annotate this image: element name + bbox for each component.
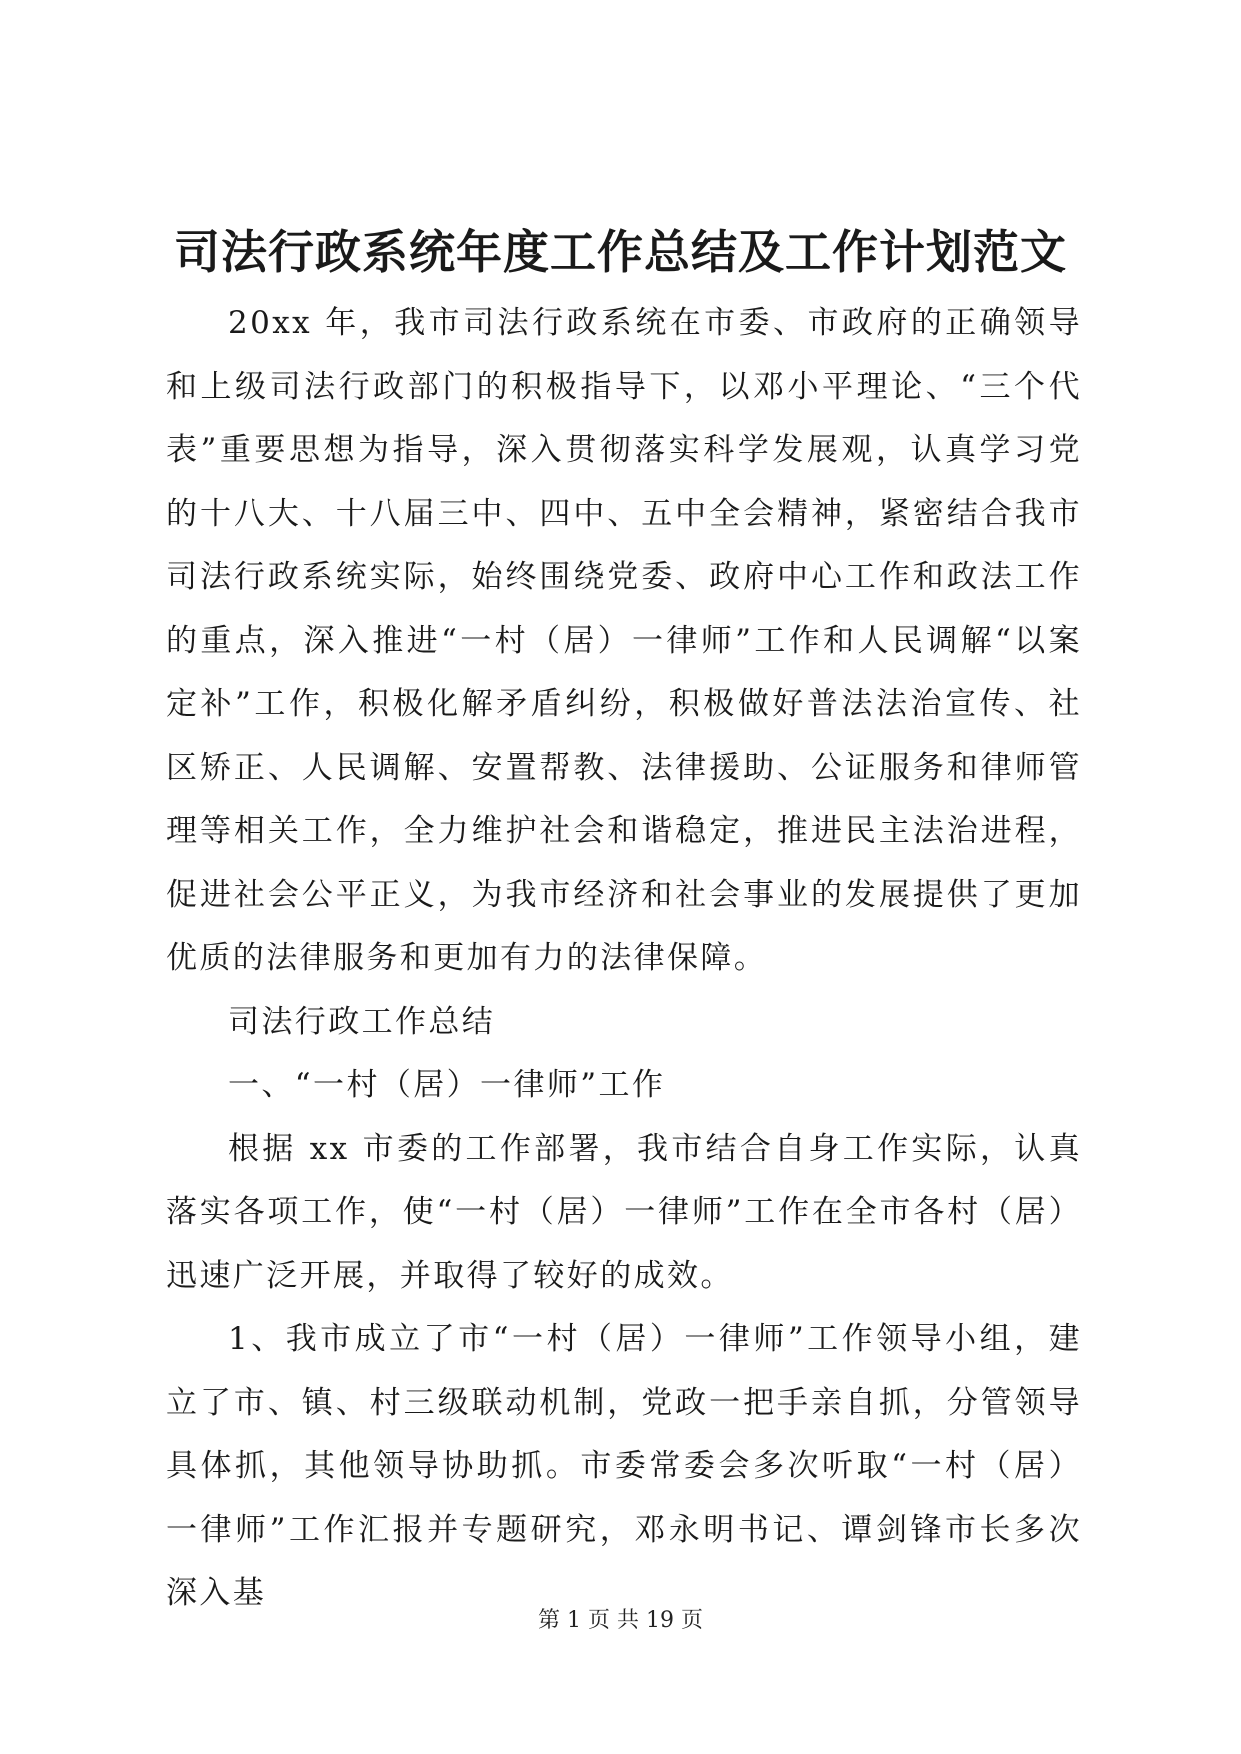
page-number-footer: 第 1 页 共 19 页 — [538, 1608, 703, 1633]
paragraph-item-1: 1、我市成立了市“一村（居）一律师”工作领导小组，建立了市、镇、村三级联动机制，党政一把手亲自抓，分管领导具体抓，其他领导协助抓。市委常委会多次听取“一村（居）一律师”工作汇报并专题研究，邓永明书记、谭剑锋市长多次深入基 — [166, 1321, 1082, 1611]
document-title: 司法行政系统年度工作总结及工作计划范文 — [174, 225, 1067, 279]
section-heading: 司法行政工作总结 — [228, 1003, 496, 1040]
document-body — [166, 292, 1082, 1626]
subsection-heading: 一、“一村（居）一律师”工作 — [228, 1067, 666, 1103]
paragraph-intro: 20xx 年，我市司法行政系统在市委、市政府的正确领导和上级司法行政部门的积极指导下，以邓小平理论、“三个代表”重要思想为指导，深入贯彻落实科学发展观，认真学习党的十八大、十八届三中、四中、五中全会精神，紧密结合我市司法行政系统实际，始终围绕党委、政府中心工作和政法工作的重点，深入推进“一村（居）一律师”工作和人民调解“以案定补”工作，积极化解矛盾纠纷，积极做好普法法治宣传、社区矫正、人民调解、安置帮教、法律援助、公证服务和律师管理等相关工作，全力维护社会和谐稳定，推进民主法治进程，促进社会公平正义，为我市经济和社会事业的发展提供了更加优质的法律服务和更加有力的法律保障。 — [166, 305, 1082, 976]
paragraph-deployment: 根据 xx 市委的工作部署，我市结合自身工作实际，认真落实各项工作，使“一村（居）一律师”工作在全市各村（居）迅速广泛开展，并取得了较好的成效。 — [166, 1130, 1082, 1294]
